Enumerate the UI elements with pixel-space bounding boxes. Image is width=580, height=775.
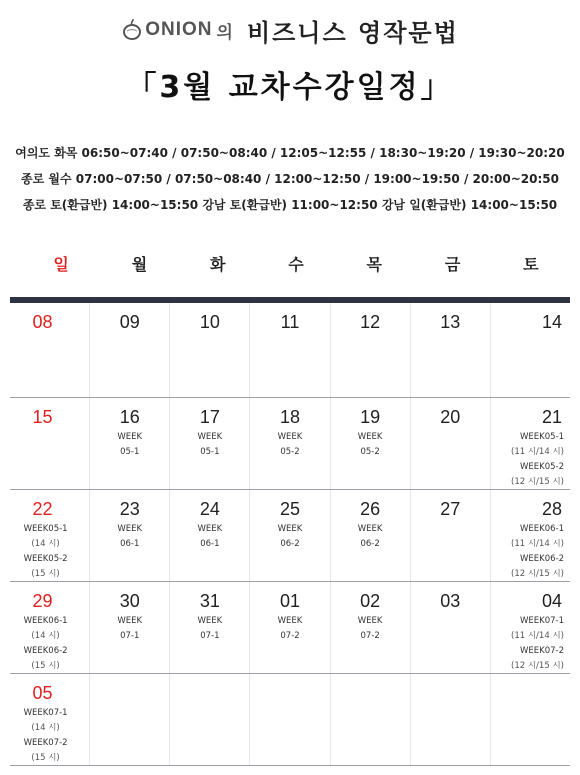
class-note — [170, 522, 249, 552]
note-line: 07-2 — [280, 631, 300, 641]
note-line: (12 시/15 시) — [511, 569, 564, 579]
weekday-tue: 화 — [209, 255, 226, 274]
class-note — [170, 614, 249, 644]
empty-cell — [331, 674, 411, 765]
week-row — [10, 582, 570, 674]
weekday-sun: 일 — [53, 255, 69, 274]
note-line: (15 시) — [31, 569, 60, 579]
day-cell — [90, 582, 170, 673]
day-cell — [491, 303, 570, 397]
day-number: 22 — [32, 499, 53, 519]
note-line: WEEK — [197, 616, 223, 626]
note-line: (11 시/14 시) — [511, 447, 564, 457]
class-note — [250, 614, 329, 644]
weekday-thu: 목 — [366, 255, 382, 274]
day-cell — [250, 398, 330, 489]
note-line: WEEK — [277, 524, 303, 534]
day-cell — [250, 490, 330, 581]
day-number: 20 — [440, 407, 461, 427]
note-line: WEEK05-1 — [23, 524, 68, 534]
note-line: 06-2 — [280, 539, 300, 549]
day-number: 02 — [360, 591, 381, 611]
note-line: (15 시) — [31, 753, 60, 763]
weekday-mon: 월 — [131, 255, 148, 274]
day-number: 04 — [541, 591, 562, 611]
schedule-line-jongno: 종로 월수 07:00~07:50 / 07:50~08:40 / 12:00~12:50 / 19:00~19:50 / 20:00~20:50 — [21, 172, 559, 186]
class-note — [491, 614, 570, 674]
class-note — [250, 522, 329, 552]
day-number: 21 — [541, 407, 562, 427]
day-number: 19 — [360, 407, 381, 427]
note-line: WEEK07-2 — [23, 738, 68, 748]
note-line: WEEK — [197, 524, 223, 534]
note-line: WEEK — [117, 616, 143, 626]
day-cell — [10, 674, 90, 765]
note-line: 05-1 — [200, 447, 220, 457]
note-line: WEEK06-1 — [519, 524, 564, 534]
day-number: 15 — [32, 407, 53, 427]
onion-logo — [121, 18, 233, 43]
note-line: WEEK06-1 — [23, 616, 68, 626]
empty-cell — [170, 674, 250, 765]
note-line: 07-2 — [360, 631, 380, 641]
note-line: (12 시/15 시) — [511, 661, 564, 671]
day-number: 08 — [32, 312, 53, 332]
class-schedule — [0, 140, 580, 218]
note-line: 05-2 — [360, 447, 380, 457]
note-line: WEEK07-1 — [519, 616, 564, 626]
day-cell — [491, 398, 570, 489]
weekday-header — [22, 252, 570, 275]
note-line: WEEK06-2 — [23, 646, 68, 656]
class-note — [10, 522, 89, 582]
note-line: (14 시) — [31, 631, 60, 641]
class-note — [90, 614, 169, 644]
note-line: WEEK — [117, 432, 143, 442]
note-line: 05-1 — [120, 447, 140, 457]
note-line: WEEK05-2 — [23, 554, 68, 564]
day-cell — [90, 398, 170, 489]
brand-title: 비즈니스 영작문법 — [246, 18, 459, 47]
logo-particle: 의 — [216, 22, 233, 43]
note-line: (15 시) — [31, 661, 60, 671]
day-cell — [170, 398, 250, 489]
note-line: WEEK07-2 — [519, 646, 564, 656]
class-note — [491, 430, 570, 490]
day-number: 29 — [32, 591, 53, 611]
logo-text: ONION — [145, 19, 213, 40]
weekday-wed: 수 — [288, 255, 304, 274]
weekday-sat: 토 — [523, 255, 539, 274]
day-cell — [331, 398, 411, 489]
note-line: 07-1 — [120, 631, 140, 641]
day-number: 27 — [440, 499, 461, 519]
day-cell — [331, 582, 411, 673]
class-note — [170, 430, 249, 460]
day-cell — [411, 582, 491, 673]
day-number: 14 — [541, 312, 562, 332]
empty-cell — [250, 674, 330, 765]
note-line: 06-1 — [200, 539, 220, 549]
note-line: WEEK — [357, 616, 383, 626]
day-number: 12 — [360, 312, 381, 332]
day-cell — [491, 490, 570, 581]
note-line: (11 시/14 시) — [511, 539, 564, 549]
note-line: (12 시/15 시) — [511, 477, 564, 487]
calendar-grid — [10, 303, 570, 766]
week-row — [10, 490, 570, 582]
note-line: 06-2 — [360, 539, 380, 549]
note-line: WEEK — [357, 524, 383, 534]
brand-header — [0, 12, 580, 48]
day-number: 24 — [199, 499, 220, 519]
day-cell — [90, 303, 170, 397]
note-line: 07-1 — [200, 631, 220, 641]
day-number: 13 — [440, 312, 461, 332]
day-number: 23 — [119, 499, 140, 519]
note-line: WEEK — [117, 524, 143, 534]
day-number: 17 — [199, 407, 220, 427]
schedule-line-yeouido: 여의도 화목 06:50~07:40 / 07:50~08:40 / 12:05~12:55 / 18:30~19:20 / 19:30~20:20 — [15, 146, 565, 160]
schedule-line-weekend: 종로 토(환급반) 14:00~15:50 강남 토(환급반) 11:00~12:50 강남 일(환급반) 14:00~15:50 — [22, 198, 558, 212]
note-line: WEEK05-2 — [519, 462, 564, 472]
day-cell — [90, 490, 170, 581]
day-number: 25 — [279, 499, 300, 519]
class-note — [10, 706, 89, 766]
day-cell — [411, 398, 491, 489]
day-cell — [10, 303, 90, 397]
day-number: 05 — [32, 683, 53, 703]
week-row — [10, 303, 570, 398]
day-number: 16 — [119, 407, 140, 427]
weekday-fri: 금 — [444, 255, 461, 274]
day-number: 11 — [280, 312, 300, 332]
week-row — [10, 398, 570, 490]
empty-cell — [491, 674, 570, 765]
day-cell — [491, 582, 570, 673]
note-line: (11 시/14 시) — [511, 631, 564, 641]
day-cell — [170, 303, 250, 397]
day-cell — [170, 490, 250, 581]
empty-cell — [90, 674, 170, 765]
note-line: WEEK06-2 — [519, 554, 564, 564]
day-number: 03 — [440, 591, 461, 611]
onion-icon — [121, 19, 143, 41]
day-cell — [331, 490, 411, 581]
note-line: WEEK07-1 — [23, 708, 68, 718]
day-number: 28 — [541, 499, 562, 519]
day-cell — [170, 582, 250, 673]
note-line: 05-2 — [280, 447, 300, 457]
day-number: 01 — [279, 591, 300, 611]
empty-cell — [411, 674, 491, 765]
day-cell — [10, 398, 90, 489]
class-note — [331, 430, 410, 460]
note-line: WEEK — [277, 432, 303, 442]
day-number: 09 — [119, 312, 140, 332]
day-number: 26 — [360, 499, 381, 519]
day-cell — [250, 303, 330, 397]
class-note — [90, 522, 169, 552]
note-line: WEEK — [357, 432, 383, 442]
class-note — [250, 430, 329, 460]
day-number: 31 — [199, 591, 220, 611]
day-number: 10 — [199, 312, 220, 332]
page-title: 「3월 교차수강일정」 — [126, 70, 454, 105]
note-line: (14 시) — [31, 539, 60, 549]
day-cell — [411, 303, 491, 397]
class-note — [331, 614, 410, 644]
note-line: (14 시) — [31, 723, 60, 733]
class-note — [491, 522, 570, 582]
class-note — [90, 430, 169, 460]
day-number: 18 — [279, 407, 300, 427]
note-line: WEEK — [197, 432, 223, 442]
day-cell — [10, 490, 90, 581]
day-cell — [10, 582, 90, 673]
note-line: WEEK — [277, 616, 303, 626]
day-cell — [411, 490, 491, 581]
class-note — [331, 522, 410, 552]
day-number: 30 — [119, 591, 140, 611]
note-line: WEEK05-1 — [519, 432, 564, 442]
note-line: 06-1 — [120, 539, 140, 549]
week-row — [10, 674, 570, 766]
day-cell — [331, 303, 411, 397]
day-cell — [250, 582, 330, 673]
class-note — [10, 614, 89, 674]
